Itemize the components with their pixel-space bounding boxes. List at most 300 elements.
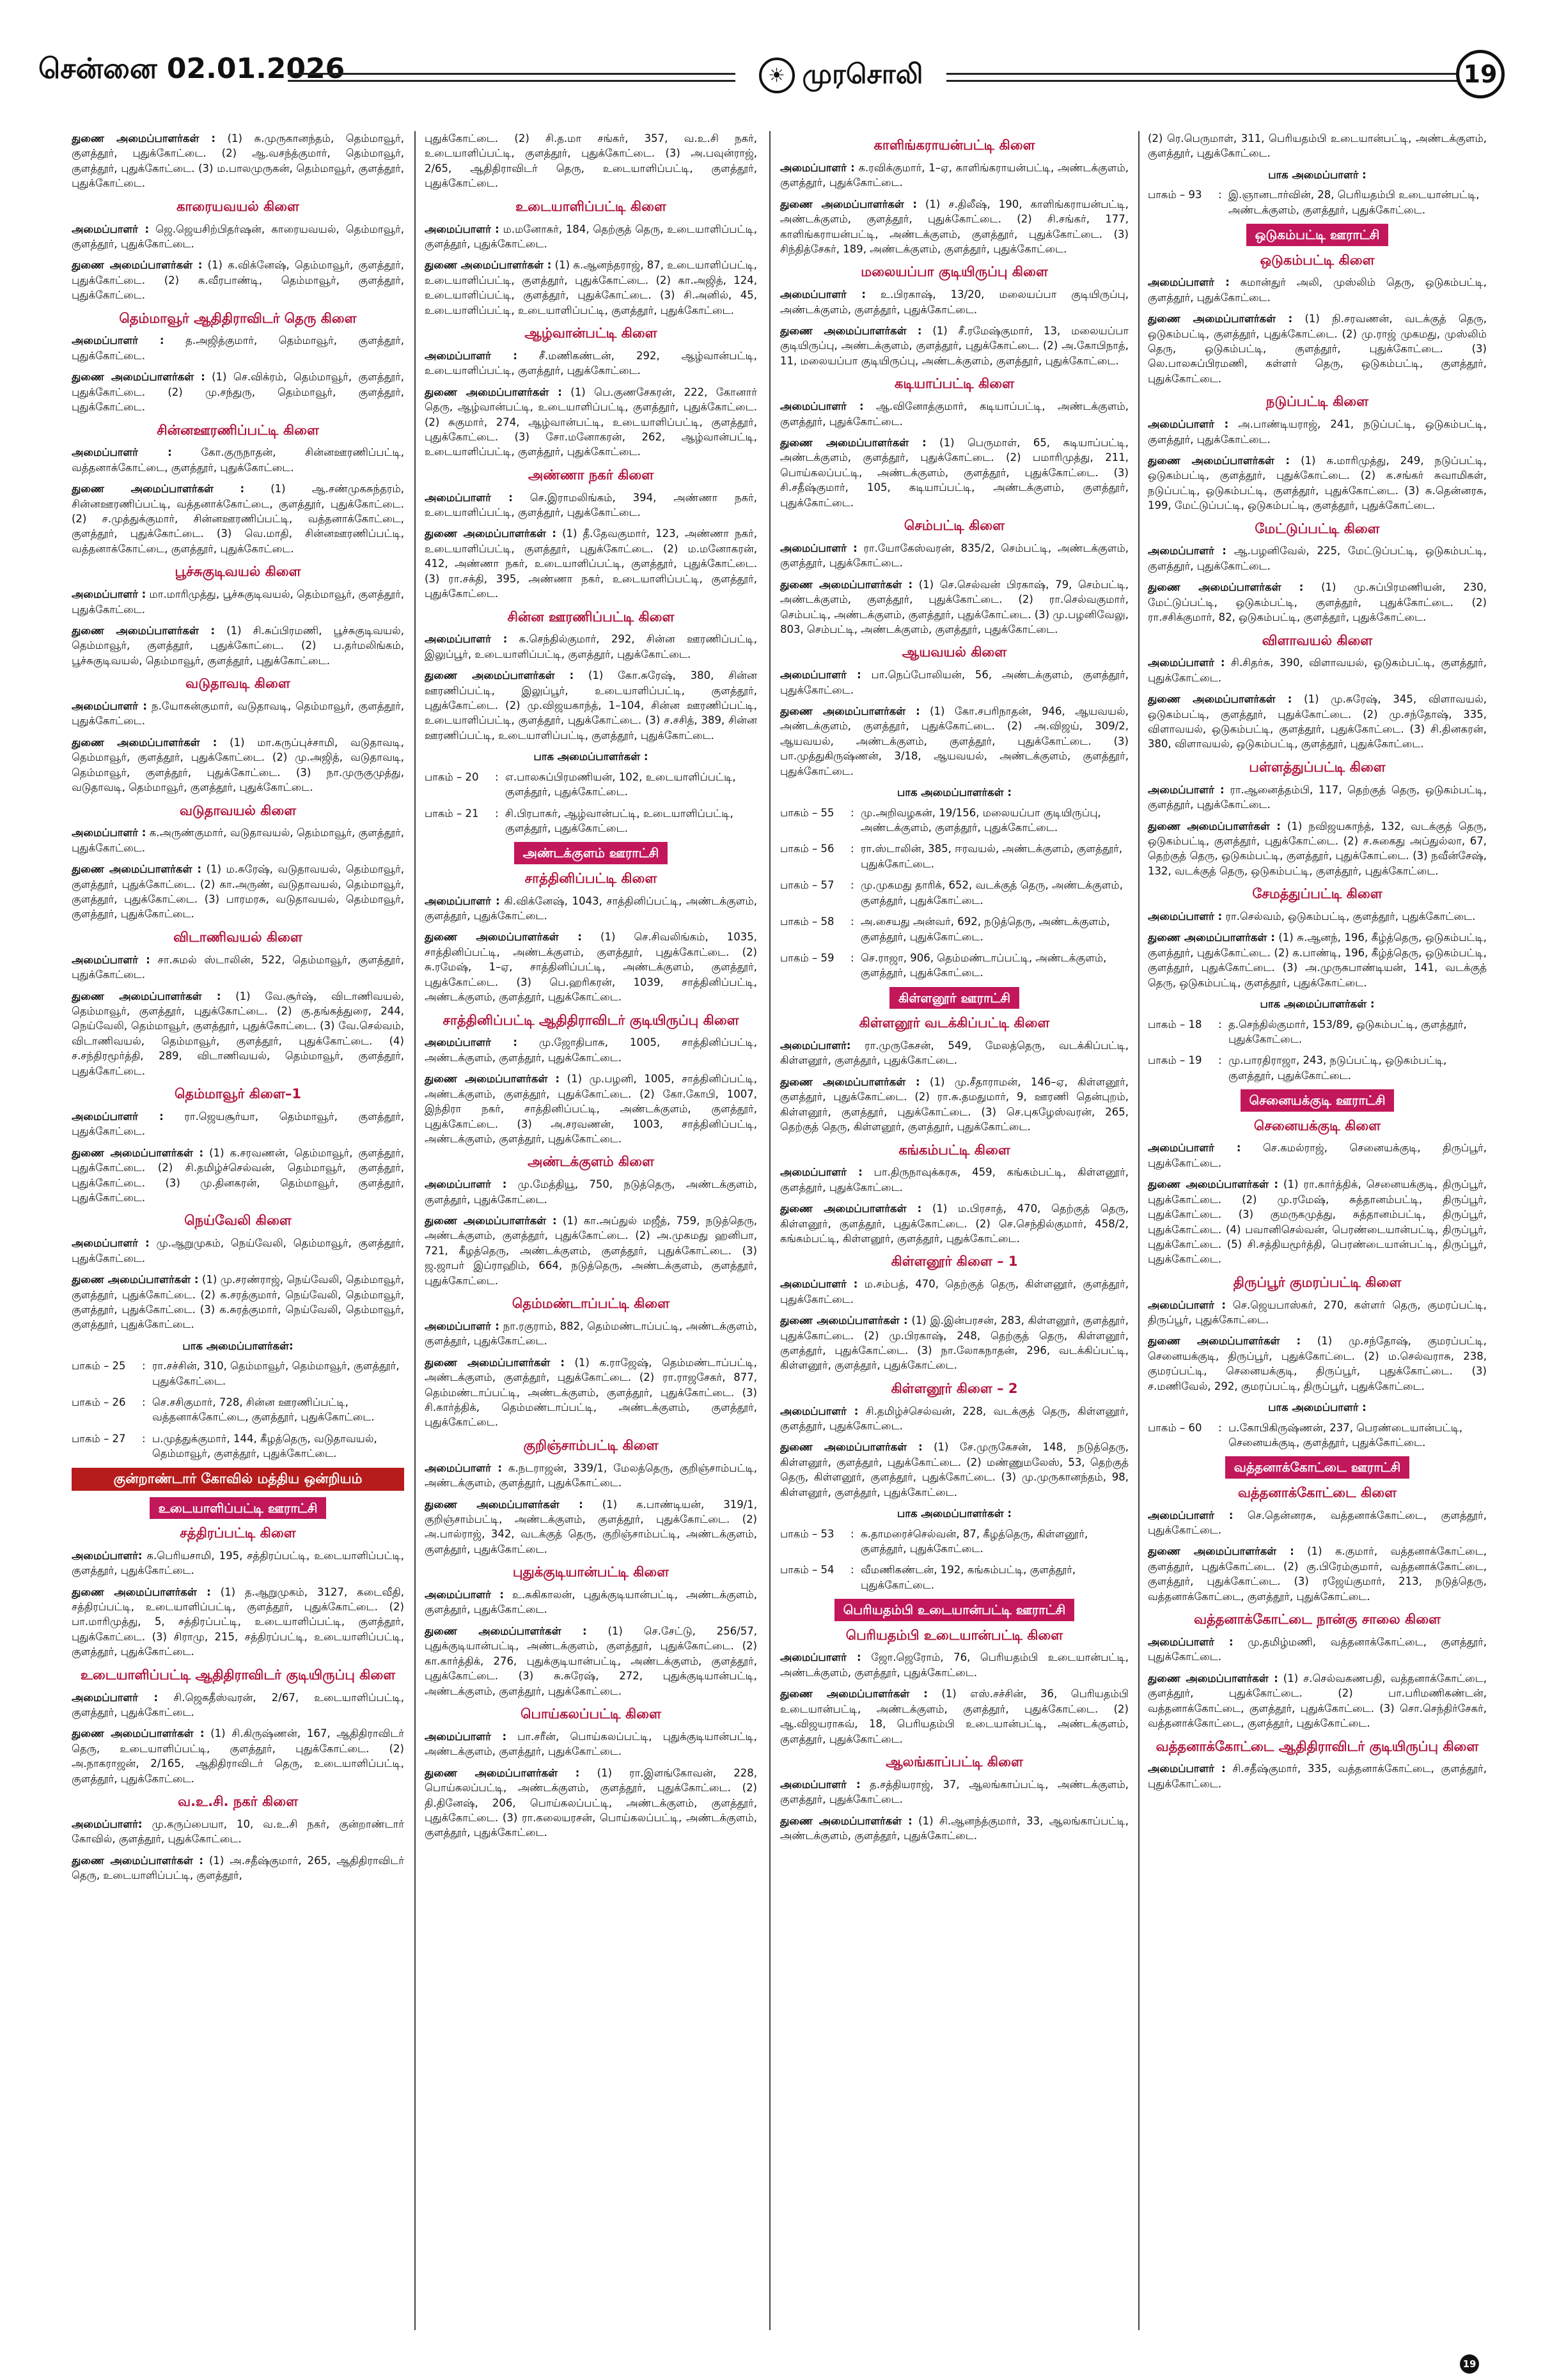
member-details: (1) கா.அப்துல் மஜீத், 759, நடுத்தெரு, அண்டக்குளம், குளத்தூர், புதுக்கோட்டை. (2) அ.முகமது ஹனிபா, 721, கீழத்தெரு, அண்டக்குளம், குளத்தூர், புதுக்கோட்டை. (3) ஜ.ஜாபர் இப்ராஹிம், 664, நடுத்தெரு, அண்டக்குளம், குளத்தூர், புதுக்கோட்டை. [425, 1215, 757, 1287]
member-details: (1) சு.ஆனந், 196, கீழ்த்தெரு, ஒடுகம்பட்டி, குளத்தூர், புதுக்கோட்டை. (2) க.பாண்டி, 196, கீழ்த்தெரு, ஒடுகம்பட்டி, குளத்தூர், புதுக்கோட்டை. (3) அ.முருகபாண்டியன், 141, வடக்குத் தெரு, ஒடுகம்பட்டி, குளத்தூர், புதுக்கோட்டை. [1148, 931, 1487, 989]
member-entry [425, 1729, 757, 1759]
booth-entry [1148, 1420, 1487, 1451]
member-entry [1148, 1140, 1487, 1171]
member-details: (1) கோ.சபரிநாதன், 946, ஆயவயல், அண்டக்குளம், குளத்தூர், புதுக்கோட்டை. (2) அ.விஜய், 309/2, ஆயவயல், அண்டக்குளம், குளத்தூர், புதுக்கோட்டை. (3) பா.முத்துகிருஷ்ணன், 3/18, ஆயவயல், அண்டக்குளம், குளத்தூர், புதுக்கோட்டை. [780, 705, 1129, 777]
member-entry [72, 1146, 404, 1206]
role-label: அமைப்பாளர் : [72, 222, 150, 235]
member-details: (1) க.மாரிமுத்து, 249, நடுப்பட்டி, ஒடுகம்பட்டி, குளத்தூர், புதுக்கோட்டை. (2) க.சங்கர் சுவாமிகள், நடுப்பட்டி, ஒடுகம்பட்டி, குளத்தூர், புதுக்கோட்டை. (3) சு.தென்னரசு, 199, மேட்டுப்பட்டி, ஒடுகம்பட்டி, குளத்தூர், புதுக்கோட்டை. [1148, 454, 1487, 512]
member-details: உ.சுகிகாலன், புதுக்குடியான்பட்டி, அண்டக்குளம், குளத்தூர், புதுக்கோட்டை. [425, 1589, 757, 1616]
role-label: துணை அமைப்பாளர்கள் : [1148, 1545, 1294, 1558]
role-label: துணை அமைப்பாளர்கள் : [425, 669, 574, 682]
member-details: பா.நெப்போலியன், 56, அண்டக்குளம், குளத்தூர், புதுக்கோட்டை. [780, 669, 1129, 696]
footer-page-number: 19 [1460, 2354, 1479, 2374]
member-entry [780, 1650, 1129, 1680]
member-details: புதுக்கோட்டை. (2) சி.த.மா சங்கர், 357, வ.உ.சி நகர், உடையாளிப்பட்டி, குளத்தூர், புதுக்கோட்டை. (3) அ.பவுன்ராஜ், 2/65, ஆதிதிராவிடர் தெரு, உடையாளிப்பட்டி, குளத்தூர், புதுக்கோட்டை. [425, 132, 757, 190]
union-banner: குன்றாண்டார் கோவில் மத்திய ஒன்றியம் [72, 1468, 404, 1491]
booth-entry [780, 951, 1129, 981]
branch-heading: பூச்சுகுடிவயல் கிளை [175, 564, 301, 580]
panchayat-banner: ஒடுகம்பட்டி ஊராட்சி [1246, 224, 1389, 245]
role-label: அமைப்பாளர் : [425, 1730, 507, 1743]
booth-separator: : [142, 1396, 146, 1409]
booth-person: மு.முகமது தாரிக், 652, வடக்குத் தெரு, அண்டக்குளம், குளத்தூர், புதுக்கோட்டை. [861, 879, 1123, 906]
role-label: துணை அமைப்பாளர்கள் : [72, 371, 205, 384]
booth-section-heading: பாக அமைப்பாளர்கள்: [182, 1339, 294, 1352]
branch-heading: கிள்ளனூர் கிளை – 2 [891, 1380, 1018, 1396]
member-entry [1148, 782, 1487, 813]
member-entry [1148, 1508, 1487, 1538]
role-label: துணை அமைப்பாளர்கள் : [1148, 454, 1290, 467]
member-details: (1) சு.முருகானந்தம், தெம்மாவூர், குளத்தூர், புதுக்கோட்டை. (2) ஆ.வசந்த்குமார், தெம்மாவூர், குளத்தூர், புதுக்கோட்டை. (3) ம.பாலமுருகன், தெம்மாவூர், குளத்தூர், புதுக்கோட்டை. [72, 132, 404, 190]
branch-heading: வத்தனாக்கோட்டை கிளை [1237, 1484, 1397, 1500]
member-details: க.செந்தில்குமார், 292, சின்ன ஊரணிப்பட்டி, இலுப்பூர், உடையாளிப்பட்டி, குளத்தூர், புதுக்கோட்டை. [425, 633, 757, 660]
member-details: ரா.முருகேசன், 549, மேலத்தெரு, வடக்கிப்பட்டி, கிள்ளனூர், குளத்தூர், புதுக்கோட்டை. [780, 1039, 1129, 1067]
branch-heading: வத்தனாக்கோட்டை நான்கு சாலை கிளை [1193, 1612, 1441, 1628]
member-details: பா.திருநாவுக்கரசு, 459, கங்கம்பட்டி, கிள்ளனூர், குளத்தூர், புதுக்கோட்டை. [780, 1166, 1129, 1194]
role-label: துணை அமைப்பாளர்கள் : [1148, 931, 1275, 944]
branch-heading: காளிங்கராயன்பட்டி கிளை [873, 137, 1035, 153]
branch-heading: நடுப்பட்டி கிளை [1265, 394, 1369, 410]
branch-heading: திருப்பூர் குமரப்பட்டி கிளை [1233, 1274, 1402, 1290]
member-entry [72, 1817, 404, 1847]
member-entry [425, 1035, 757, 1065]
role-label: துணை அமைப்பாளர்கள் : [425, 1498, 583, 1511]
branch-heading: ஆலங்காப்பட்டி கிளை [886, 1754, 1023, 1769]
booth-person: செ.ராஜா, 906, தெம்மண்டாப்பட்டி, அண்டக்குளம், குளத்தூர், புதுக்கோட்டை. [861, 951, 1107, 979]
member-details: க.பெரியசாமி, 195, சத்திரப்பட்டி, உடையாளிப்பட்டி, குளத்தூர், புதுக்கோட்டை. [72, 1549, 404, 1577]
member-details: க.ரவிக்குமார், 1–ஏ, காளிங்கராயன்பட்டி, அண்டக்குளம், குளத்தூர், புதுக்கோட்டை. [780, 161, 1129, 189]
role-label: அமைப்பாளர் : [72, 1237, 150, 1250]
role-label: துணை அமைப்பாளர்கள் : [72, 1273, 199, 1286]
member-entry [1148, 909, 1487, 924]
member-entry [780, 160, 1129, 191]
panchayat-banner: அண்டக்குளம் ஊராட்சி [514, 842, 668, 864]
member-entry [425, 348, 757, 378]
member-details: (1) ரா.கார்த்திக், செனையக்குடி, திருப்பூர், புதுக்கோட்டை. (2) மு.ரமேஷ், சுத்தானம்பட்டி, திருப்பூர், புதுக்கோட்டை. (3) குமருகமுத்து, சுத்தானம்பட்டி, திருப்பூர், புதுக்கோட்டை. (4) பவானிசெல்வன், பெரண்டையான்பட்டி, திருப்பூர், புதுக்கோட்டை. (5) சி.சத்தியமூர்த்தி, பெரண்டையான்பட்டி, திருப்பூர், புதுக்கோட்டை. [1148, 1178, 1487, 1266]
member-details: (1) எஸ்.சச்சின், 36, பெரியதம்பி உடையான்பட்டி, அண்டக்குளம், குளத்தூர், புதுக்கோட்டை. (2) ஆ.விஜயராகவ், 18, பெரியதம்பி உடையான்பட்டி, அண்டக்குளம், குளத்தூர், புதுக்கோட்டை. [780, 1688, 1129, 1745]
member-details: (1) க.குமார், வத்தனாக்கோட்டை, குளத்தூர், புதுக்கோட்டை. (2) கு.பிரேம்குமார், வத்தனாக்கோட்டை, குளத்தூர், புதுக்கோட்டை. (3) ரஜேய்குமார், 213, நடுத்தெரு, வத்தனாக்கோட்டை, குளத்தூர், புதுக்கோட்டை. [1148, 1545, 1487, 1603]
member-entry [780, 399, 1129, 429]
role-label: துணை அமைப்பாளர்கள் : [780, 1441, 923, 1454]
booth-number: பாகம் – 58 [780, 915, 834, 928]
panchayat-banner: வத்தனாக்கோட்டை ஊராட்சி [1225, 1456, 1410, 1478]
member-details: சீ.மணிகண்டன், 292, ஆழ்வான்பட்டி, உடையாளிப்பட்டி, குளத்தூர், புதுக்கோட்டை. [425, 349, 757, 377]
member-entry [1148, 1671, 1487, 1731]
role-label: துணை அமைப்பாளர்கள் : [72, 132, 216, 144]
member-entry [72, 1853, 404, 1883]
role-label: துணை அமைப்பாளர்கள் : [780, 1688, 928, 1700]
member-entry [72, 369, 404, 414]
member-details: செ.இராமலிங்கம், 394, அண்ணா நகர், உடையாளிப்பட்டி, குளத்தூர், புதுக்கோட்டை. [425, 491, 757, 519]
member-details: (1) சே.முருகேசன், 148, நடுத்தெரு, கிள்ளனூர், குளத்தூர், புதுக்கோட்டை. (2) மண்ணுமலேஸ், 53, தெற்குத் தெரு, கிள்ளனூர், குளத்தூர், புதுக்கோட்டை. (3) மு.முருகானந்தம், 98, கிள்ளனூர், குளத்தூர், புதுக்கோட்டை. [780, 1441, 1129, 1498]
branch-heading: அண்ணா நகர் கிளை [528, 467, 654, 483]
role-label: துணை அமைப்பாளர்கள் : [780, 1075, 920, 1088]
role-label: துணை அமைப்பாளர்கள் : [425, 1356, 565, 1369]
member-entry [780, 1201, 1129, 1246]
role-label: துணை அமைப்பாளர்கள் : [425, 1624, 587, 1637]
booth-person: ரா.ஸ்டாலின், 385, ஈரவயல், அண்டக்குளம், குளத்தூர், புதுக்கோட்டை. [861, 843, 1123, 870]
booth-number: பாகம் – 53 [780, 1527, 834, 1540]
member-details: த.சத்தியராஜ், 37, ஆலங்காப்பட்டி, அண்டக்குளம், குளத்தூர், புதுக்கோட்டை. [780, 1778, 1129, 1806]
role-label: அமைப்பாளர் : [780, 400, 864, 413]
booth-person: சு.தாமரைச்செல்வன், 87, கீழத்தெரு, கிள்ளனூர், குளத்தூர், புதுக்கோட்டை. [861, 1527, 1088, 1555]
role-label: அமைப்பாளர் : [72, 334, 164, 347]
branch-heading: தெம்மாவூர் ஆதிதிராவிடர் தெரு கிளை [119, 310, 357, 326]
member-entry [72, 623, 404, 668]
booth-number: பாகம் – 93 [1148, 189, 1202, 201]
member-details: (1) அ.சதீஷ்குமார், 265, ஆதிதிராவிடர் தெரு, உடையாளிப்பட்டி, குளத்தூர், [72, 1854, 404, 1882]
member-details: செ.ஜெயபாஸ்கர், 270, கள்ளர் தெரு, குமரப்பட்டி, திருப்பூர், புதுக்கோட்டை. [1148, 1298, 1487, 1326]
member-entry [72, 1726, 404, 1786]
member-details: செ.தென்னரசு, வத்தனாக்கோட்டை, குளத்தூர், புதுக்கோட்டை. [1148, 1509, 1487, 1537]
member-details: ஜெ.ஜெயசிற்பிதர்ஷன், காரையவயல், தெம்மாவூர், குளத்தூர், புதுக்கோட்டை. [72, 222, 404, 250]
booth-person: சி.பிரபாகர், ஆழ்வான்பட்டி, உடையாளிப்பட்டி, குளத்தூர், புதுக்கோட்டை. [505, 807, 733, 835]
booth-number: பாகம் – 60 [1148, 1421, 1202, 1434]
booth-person: மு.அறிவழகன், 19/156, மலையப்பா குடியிருப்பு, அண்டக்குளம், குளத்தூர், புதுக்கோட்டை. [861, 806, 1101, 834]
booth-number: பாகம் – 54 [780, 1564, 834, 1576]
booth-number: பாகம் – 25 [72, 1360, 126, 1373]
member-details: (1) க.ராஜேஷ், தெம்மண்டாப்பட்டி, அண்டக்குளம், குளத்தூர், புதுக்கோட்டை. (2) ரா.ராஜசேகர், 877, தெம்மண்டாப்பட்டி, அண்டக்குளம், குளத்தூர், புதுக்கோட்டை. (3) சி.கார்த்திக், தெம்மண்டாப்பட்டி, அண்டக்குளம், குளத்தூர், புதுக்கோட்டை. [425, 1356, 757, 1429]
branch-heading: மலையப்பா குடியிருப்பு கிளை [861, 264, 1048, 280]
booth-section-heading: பாக அமைப்பாளர்கள் : [897, 1507, 1012, 1520]
member-details: (1) க.சரவணன், தெம்மாவூர், குளத்தூர், புதுக்கோட்டை. (2) சி.தமிழ்ச்செல்வன், தெம்மாவூர், குளத்தூர், புதுக்கோட்டை. (3) மு.தினகரன், தெம்மாவூர், குளத்தூர், புதுக்கோட்டை. [72, 1146, 404, 1204]
role-label: அமைப்பாளர் : [425, 894, 500, 907]
branch-heading: சாத்தினிப்பட்டி கிளை [524, 870, 657, 886]
member-entry [1148, 131, 1487, 161]
role-label: அமைப்பாளர் : [72, 588, 146, 601]
member-entry [425, 1319, 757, 1349]
booth-number: பாகம் – 56 [780, 843, 834, 855]
booth-number: பாகம் – 19 [1148, 1054, 1202, 1067]
member-entry [1148, 580, 1487, 625]
member-entry [72, 735, 404, 795]
role-label: துணை அமைப்பாளர்கள் : [72, 1146, 204, 1159]
member-entry [1148, 311, 1487, 386]
branch-heading: பள்ளத்துப்பட்டி கிளை [1249, 759, 1386, 775]
booth-number: பாகம் – 55 [780, 806, 834, 819]
member-entry [780, 1404, 1129, 1434]
member-entry [72, 1548, 404, 1578]
branch-heading: வடுதாவடி கிளை [185, 676, 290, 692]
role-label: அமைப்பாளர் : [72, 446, 172, 459]
member-details: (1) மு.சரண்ராஜ், நெய்வேலி, தெம்மாவூர், குளத்தூர், புதுக்கோட்டை. (2) க.சரத்குமார், நெய்வேலி, தெம்மாவூர், குளத்தூர், புதுக்கோட்டை. (3) க.சுரத்குமார், நெய்வேலி, தெம்மாவூர், குளத்தூர், புதுக்கோட்டை. [72, 1273, 404, 1331]
member-entry [72, 481, 404, 556]
branch-heading: பொய்கலப்பட்டி கிளை [521, 1706, 661, 1722]
column-1 [72, 131, 404, 2330]
role-label: துணை அமைப்பாளர்கள் : [72, 624, 215, 637]
role-label: அமைப்பாளர் : [1148, 276, 1230, 289]
booth-entry [1148, 187, 1487, 217]
member-entry [425, 222, 757, 252]
column-divider [1138, 131, 1140, 2330]
member-entry [425, 526, 757, 601]
member-entry [72, 699, 404, 729]
booth-number: பாகம் – 20 [425, 770, 479, 783]
member-details: கமான்துர் அலி, முஸ்லிம் தெரு, ஒடுகம்பட்டி, குளத்தூர், புதுக்கோட்டை. [1148, 276, 1487, 304]
booth-entry [780, 1527, 1129, 1557]
role-label: துணை அமைப்பாளர்கள் : [72, 1854, 203, 1867]
member-details: சா.சுமல் ஸ்டாலின், 522, தெம்மாவூர், குளத்தூர், புதுக்கோட்டை. [72, 953, 404, 981]
member-details: சி.சதீஷ்குமார், 335, வத்தனாக்கோட்டை, குளத்தூர், புதுக்கோட்டை. [1148, 1762, 1487, 1790]
role-label: துணை அமைப்பாளர்கள் : [72, 1585, 211, 1598]
panchayat-banner: கிள்ளனூர் ஊராட்சி [889, 987, 1019, 1009]
member-details: (1) ம.பிரசாத், 470, தெற்குத் தெரு, கிள்ளனூர், குளத்தூர், புதுக்கோட்டை. (2) செ.செந்தில்குமார், 458/2, கங்கம்பட்டி, கிள்ளனூர், குளத்தூர், புதுக்கோட்டை. [780, 1202, 1129, 1245]
member-details: பா.சரீன், பொய்கலப்பட்டி, புதுக்குடியான்பட்டி, அண்டக்குளம், குளத்தூர், புதுக்கோட்டை. [425, 1730, 757, 1758]
member-entry [72, 1585, 404, 1660]
booth-entry [780, 841, 1129, 871]
role-label: துணை அமைப்பாளர்கள் : [780, 325, 922, 337]
member-entry [425, 894, 757, 924]
branch-heading: புதுக்குடியான்பட்டி கிளை [512, 1564, 670, 1580]
branch-heading: தெம்மண்டாப்பட்டி கிளை [512, 1296, 670, 1312]
member-entry [425, 1071, 757, 1146]
member-entry [1148, 1761, 1487, 1791]
booth-number: பாகம் – 57 [780, 879, 834, 892]
member-details: (1) ஆ.சண்முகசுந்தரம், சின்னஊரணிப்பட்டி, வத்தனாக்கோட்டை, குளத்தூர், புதுக்கோட்டை. (2) ச.முத்துக்குமார், சின்னஊரணிப்பட்டி, வத்தனாக்கோட்டை, குளத்தூர், புதுக்கோட்டை. (3) வெ.மாதி, சின்னஊரணிப்பட்டி, வத்தனாக்கோட்டை, குளத்தூர், புதுக்கோட்டை. [72, 483, 404, 555]
member-details: (1) இ.இன்பரசன், 283, கிள்ளனூர், குளத்தூர், புதுக்கோட்டை. (2) மு.பிரகாஷ், 248, தெற்குத் தெரு, கிள்ளனூர், குளத்தூர், புதுக்கோட்டை. (3) நா.லோகநாதன், 296, வடக்கிப்பட்டி, கிள்ளனூர், குளத்தூர், புதுக்கோட்டை. [780, 1314, 1129, 1372]
member-entry [72, 825, 404, 855]
member-details: கி.விக்னேஷ், 1043, சாத்தினிப்பட்டி, அண்டக்குளம், குளத்தூர், புதுக்கோட்டை. [425, 894, 757, 922]
role-label: அமைப்பாளர் : [780, 669, 861, 681]
branch-heading: ஆயவயல் கிளை [902, 644, 1007, 660]
booth-section-heading: பாக அமைப்பாளர் : [1268, 168, 1367, 181]
booth-entry [425, 770, 757, 800]
booth-number: பாகம் – 21 [425, 807, 479, 820]
booth-person: செ.சசிகுமார், 728, சின்ன ஊரணிப்பட்டி, வத்தனாக்கோட்டை, குளத்தூர், புதுக்கோட்டை. [152, 1396, 375, 1424]
member-entry [780, 323, 1129, 368]
branch-heading: மேட்டுப்பட்டி கிளை [1255, 520, 1380, 536]
column-2 [425, 131, 757, 2330]
member-details: ம.சம்பத், 470, தெற்குத் தெரு, கிள்ளனூர், குளத்தூர், புதுக்கோட்டை. [780, 1278, 1129, 1305]
member-details: (1) மு.சந்தோஷ், குமரப்பட்டி, செனையக்குடி, திருப்பூர், புதுக்கோட்டை. (2) ம.செல்வராசு, 238, குமரப்பட்டி, செனையக்குடி, திருப்பூர், புதுக்கோட்டை. (3) ச.மணிவேல், 292, குமரப்பட்டி, திருப்பூர், புதுக்கோட்டை. [1148, 1335, 1487, 1392]
booth-separator: : [1218, 1018, 1222, 1031]
member-entry [1148, 819, 1487, 879]
member-entry [1148, 1635, 1487, 1665]
role-label: அமைப்பாளர்: [780, 1039, 851, 1052]
role-label: அமைப்பாளர் : [1148, 418, 1229, 431]
member-details: (1) க.பாண்டியன், 319/1, குறிஞ்சாம்பட்டி, அண்டக்குளம், குளத்தூர், புதுக்கோட்டை. (2) அ.பால்ராஜ், 342, வடக்குத் தெரு, குறிஞ்சாம்பட்டி, அண்டக்குளம், குளத்தூர், புதுக்கோட்டை. [425, 1498, 757, 1555]
booth-person: எ.பாலசுப்பிரமணியன், 102, உடையாளிப்பட்டி, குளத்தூர், புதுக்கோட்டை. [505, 770, 736, 798]
member-details: சி.தமிழ்ச்செல்வன், 228, வடக்குத் தெரு, கிள்ளனூர், குளத்தூர், புதுக்கோட்டை. [780, 1404, 1129, 1433]
booth-entry [780, 805, 1129, 836]
booth-person: அ.சையது அன்வர், 692, நடுத்தெரு, அண்டக்குளம், குளத்தூர், புதுக்கோட்டை. [861, 915, 1110, 943]
role-label: துணை அமைப்பாளர்கள் : [72, 483, 245, 495]
member-details: (1) ச.செல்வகணபதி, வத்தனாக்கோட்டை, குளத்தூர், புதுக்கோட்டை. (2) பா.பரிமணிகண்டன், வத்தனாக்கோட்டை, குளத்தூர், புதுக்கோட்டை. (3) சொ.செந்திர்சேகர், வத்தனாக்கோட்டை, குளத்தூர், புதுக்கோட்டை. [1148, 1672, 1487, 1730]
member-details: ரா.ஆனைத்தம்பி, 117, தெற்குத் தெரு, ஒடுகம்பட்டி, குளத்தூர், புதுக்கோட்டை. [1148, 783, 1487, 811]
member-entry [72, 862, 404, 922]
role-label: துணை அமைப்பாளர்கள் : [780, 1314, 908, 1327]
role-label: துணை அமைப்பாளர்கள் : [72, 259, 203, 272]
column-divider [769, 131, 771, 2330]
member-entry [780, 667, 1129, 697]
booth-person: இ.ஞானடார்வின், 28, பெரியதம்பி உடையான்பட்டி, அண்டக்குளம், குளத்தூர், புதுக்கோட்டை. [1228, 189, 1480, 216]
branch-heading: குறிஞ்சாம்பட்டி கிளை [523, 1437, 659, 1453]
member-details: க.நடராஜன், 339/1, மேலத்தெரு, குறிஞ்சாம்பட்டி, அண்டக்குளம், குளத்தூர், புதுக்கோட்டை. [425, 1461, 757, 1489]
branch-heading: நெய்வேலி கிளை [184, 1213, 292, 1229]
booth-separator: : [142, 1432, 146, 1445]
member-entry [72, 333, 404, 363]
member-details: மு.கருப்பையா, 10, வ.உ.சி நகர், குன்றாண்டார் கோவில், குளத்தூர், புதுக்கோட்டை. [72, 1817, 404, 1846]
role-label: துணை அமைப்பாளர்கள் : [780, 198, 917, 210]
panchayat-banner: உடையாளிப்பட்டி ஊராட்சி [150, 1497, 327, 1519]
member-details: (1) த.ஆறுமுகம், 3127, கடைவீதி, சத்திரப்பட்டி, உடையாளிப்பட்டி, குளத்தூர், புதுக்கோட்டை. (2) பா.மாரிமுத்து, 5, சத்திரப்பட்டி, உடையாளிப்பட்டி, குளத்தூர், புதுக்கோட்டை. (3) சிராமு, 215, சத்திரப்பட்டி, உடையாளிப்பட்டி, குளத்தூர், புதுக்கோட்டை. [72, 1585, 404, 1658]
branch-heading: கிள்ளனூர் வடக்கிப்பட்டி கிளை [859, 1015, 1050, 1031]
member-entry [425, 1587, 757, 1617]
member-entry [425, 1766, 757, 1840]
dateline: சென்னை 02.01.2026 [38, 52, 345, 85]
booth-entry [780, 878, 1129, 908]
booth-separator: : [850, 806, 854, 819]
role-label: துணை அமைப்பாளர்கள் : [425, 527, 557, 540]
member-entry [780, 1440, 1129, 1500]
booth-entry [1148, 1017, 1487, 1047]
role-label: துணை அமைப்பாளர்கள் : [425, 259, 552, 272]
member-details: மு.ஜோதிபாசு, 1005, சாத்தினிப்பட்டி, அண்டக்குளம், குளத்தூர், புதுக்கோட்டை. [425, 1036, 757, 1064]
member-entry [72, 1236, 404, 1266]
role-label: துணை அமைப்பாளர்கள் : [1148, 581, 1304, 594]
member-entry [425, 1177, 757, 1207]
role-label: துணை அமைப்பாளர்கள் : [1148, 693, 1292, 706]
booth-separator: : [1218, 189, 1222, 201]
member-details: (1) ரா.இளங்கோவன், 228, பொய்கலப்பட்டி, அண்டக்குளம், குளத்தூர், புதுக்கோட்டை. (2) தி.தினேஷ், 206, பொய்கலப்பட்டி, அண்டக்குளம், குளத்தூர், புதுக்கோட்டை. (3) ரா.கலையரசன், பொய்கலப்பட்டி, அண்டக்குளம், குளத்தூர், புதுக்கோட்டை. [425, 1766, 757, 1839]
role-label: துணை அமைப்பாளர்கள் : [72, 863, 202, 876]
branch-heading: உடையாளிப்பட்டி ஆதிதிராவிடர் குடியிருப்பு கிளை [80, 1667, 396, 1683]
column-3 [780, 131, 1129, 2330]
member-details: (1) மா.கருப்புச்சாமி, வடுதாவடி, தெம்மாவூர், குளத்தூர், புதுக்கோட்டை. (2) மு.அஜித், வடுதாவடி, தெம்மாவூர், குளத்தூர், புதுக்கோட்டை. (3) நா.முருகுமுத்து, வடுதாவடி, தெம்மாவூர், குளத்தூர், புதுக்கோட்டை. [72, 736, 404, 794]
member-entry [1148, 275, 1487, 305]
role-label: துணை அமைப்பாளர்கள் : [780, 436, 927, 449]
role-label: அமைப்பாளர் : [425, 222, 499, 235]
member-entry [425, 632, 757, 662]
role-label: துணை அமைப்பாளர்கள் : [1148, 1335, 1301, 1348]
role-label: துணை அமைப்பாளர்கள் : [1148, 313, 1293, 325]
member-details: ஜோ.ஜெரோம், 76, பெரியதம்பி உடையான்பட்டி, அண்டக்குளம், குளத்தூர், புதுக்கோட்டை. [780, 1651, 1129, 1679]
booth-entry [72, 1395, 404, 1425]
member-entry [780, 1038, 1129, 1068]
member-details: ந.யோகன்குமார், வடுதாவடி, தெம்மாவூர், குளத்தூர், புதுக்கோட்டை. [72, 700, 404, 727]
role-label: அமைப்பாளர் : [425, 1319, 499, 1332]
role-label: அமைப்பாளர் : [780, 161, 855, 174]
member-details: (1) கோ.சுரேஷ், 380, சின்ன ஊரணிப்பட்டி, இலுப்பூர், உடையாளிப்பட்டி, குளத்தூர், புதுக்கோட்டை. (2) மு.விஜயகாந்த், 1–104, சின்ன ஊரணிப்பட்டி, உடையாளிப்பட்டி, குளத்தூர், புதுக்கோட்டை. (3) ச.சசித், 389, சின்ன ஊரணிப்பட்டி, உடையாளிப்பட்டி, குளத்தூர், புதுக்கோட்டை. [425, 669, 757, 742]
booth-number: பாகம் – 59 [780, 951, 834, 964]
role-label: அமைப்பாளர் : [1148, 1142, 1241, 1155]
branch-heading: சின்னஊரணிப்பட்டி கிளை [157, 422, 319, 438]
member-entry [425, 385, 757, 460]
role-label: அமைப்பாளர் : [72, 1110, 164, 1123]
member-entry [780, 1165, 1129, 1195]
role-label: துணை அமைப்பாளர்கள் : [425, 1766, 580, 1779]
member-entry [1148, 655, 1487, 685]
role-label: அமைப்பாளர் : [425, 633, 508, 646]
role-label: அமைப்பாளர் : [1148, 1762, 1226, 1775]
member-details: சி.ஜெகதீஸ்வரன், 2/67, உடையாளிப்பட்டி, குளத்தூர், புதுக்கோட்டை. [72, 1691, 404, 1718]
member-entry [72, 222, 404, 252]
branch-heading: பெரியதம்பி உடையான்பட்டி கிளை [845, 1627, 1063, 1643]
member-details: ரா.ஜெயசூர்யா, தெம்மாவூர், குளத்தூர், புதுக்கோட்டை. [72, 1110, 404, 1138]
role-label: துணை அமைப்பாளர்கள் : [425, 385, 562, 398]
role-label: துணை அமைப்பாளர்கள் : [1148, 820, 1281, 832]
member-entry [780, 1777, 1129, 1807]
member-entry [1148, 930, 1487, 990]
role-label: அமைப்பாளர் : [780, 1651, 861, 1664]
booth-separator: : [850, 843, 854, 855]
member-details: ஆ.வினோத்குமார், கடியாப்பட்டி, அண்டக்குளம், குளத்தூர், புதுக்கோட்டை. [780, 400, 1129, 428]
branch-heading: அண்டக்குளம் கிளை [528, 1154, 654, 1170]
member-details: மா.மாரிமுத்து, பூச்சுகுடிவயல், தெம்மாவூர், குளத்தூர், புதுக்கோட்டை. [72, 588, 404, 616]
role-label: அமைப்பாளர் : [425, 1461, 502, 1474]
member-entry [780, 1686, 1129, 1746]
member-entry [1148, 1177, 1487, 1267]
branch-heading: உடையாளிப்பட்டி கிளை [515, 198, 666, 214]
member-details: (1) சீ.ரமேஷ்குமார், 13, மலையப்பா குடியிருப்பு, அண்டக்குளம், குளத்தூர், புதுக்கோட்டை. (2) அ.கோபிநாத், 11, மலையப்பா குடியிருப்பு, அண்டக்குளம், குளத்தூர், புதுக்கோட்டை. [780, 325, 1129, 367]
branch-heading: ஆழ்வான்பட்டி கிளை [524, 325, 657, 341]
member-details: (1) க.ஆனந்தராஜ், 87, உடையாளிப்பட்டி, உடையாளிப்பட்டி, குளத்தூர், புதுக்கோட்டை. (2) கா.அஜித், 124, உடையாளிப்பட்டி, குளத்தூர், புதுக்கோட்டை. (3) சி.அனில், 45, உடையாளிப்பட்டி, உடையாளிப்பட்டி, குளத்தூர், புதுக்கோட்டை. [425, 259, 757, 316]
member-entry [72, 989, 404, 1079]
role-label: துணை அமைப்பாளர்கள் : [425, 1073, 560, 1085]
member-details: மு.ஆறுமுகம், நெய்வேலி, தெம்மாவூர், குளத்தூர், புதுக்கோட்டை. [72, 1237, 404, 1264]
role-label: துணை அமைப்பாளர்கள் : [425, 931, 582, 944]
member-details: (1) மு.சுப்பிரமணியன், 230, மேட்டுப்பட்டி, ஒடுகம்பட்டி, குளத்தூர், புதுக்கோட்டை. (2) ரா.சசிக்குமார், 82, ஒடுகம்பட்டி, குளத்தூர், புதுக்கோட்டை. [1148, 581, 1487, 624]
member-details: (1) சி.கிருஷ்ணன், 167, ஆதிதிராவிடர் தெரு, உடையாளிப்பட்டி, குளத்தூர், புதுக்கோட்டை. (2) அ.நாகராஜன், 2/165, ஆதிதிராவிடர் தெரு, உடையாளிப்பட்டி, குளத்தூர், புதுக்கோட்டை. [72, 1727, 404, 1785]
member-details: செ.கமல்ராஜ், செனையக்குடி, திருப்பூர், புதுக்கோட்டை. [1148, 1142, 1487, 1169]
booth-separator: : [850, 1564, 854, 1576]
booth-separator: : [495, 770, 499, 783]
panchayat-banner: செனையக்குடி ஊராட்சி [1241, 1089, 1395, 1111]
member-entry [780, 1277, 1129, 1307]
member-entry [425, 668, 757, 743]
booth-person: ப.கோபிகிருஷ்ணன், 237, பெரண்டையான்பட்டி, செனையக்குடி, குளத்தூர், புதுக்கோட்டை. [1228, 1421, 1463, 1449]
branch-heading: வ.உ.சி. நகர் கிளை [177, 1794, 299, 1810]
member-entry [780, 1313, 1129, 1373]
member-entry [780, 1075, 1129, 1135]
booth-entry [425, 806, 757, 836]
booth-separator: : [850, 915, 854, 928]
member-details: (1) செ.விக்ரம், தெம்மாவூர், குளத்தூர், புதுக்கோட்டை. (2) மு.சந்துரு, தெம்மாவூர், குளத்தூர், புதுக்கோட்டை. [72, 371, 404, 414]
member-details: (1) சி.ஆனந்த்குமார், 33, ஆலங்காப்பட்டி, அண்டக்குளம், குளத்தூர், புதுக்கோட்டை. [780, 1814, 1129, 1842]
role-label: அமைப்பாளர் : [72, 827, 146, 839]
role-label: அமைப்பாளர் : [1148, 1298, 1226, 1311]
role-label: அமைப்பாளர் : [780, 288, 866, 301]
member-entry [1148, 1544, 1487, 1604]
member-details: (1) செ.செல்வன் பிரகாஷ், 79, செம்பட்டி, அண்டக்குளம், குளத்தூர், புதுக்கோட்டை. (2) ரா.செல்வகுமார், செம்பட்டி, அண்டக்குளம், குளத்தூர், புதுக்கோட்டை. (3) மு.பழனிவேலு, 803, செம்பட்டி, அண்டக்குளம், குளத்தூர், புதுக்கோட்டை. [780, 578, 1129, 635]
booth-separator: : [850, 1527, 854, 1540]
booth-separator: : [1218, 1054, 1222, 1067]
member-entry [1148, 1298, 1487, 1328]
role-label: அமைப்பாளர்: [72, 1817, 143, 1830]
rising-sun-logo-icon: ☀ [759, 58, 795, 93]
member-entry [72, 587, 404, 617]
role-label: அமைப்பாளர் : [780, 1278, 858, 1291]
branch-heading: வடுதாவயல் கிளை [179, 802, 297, 818]
member-details: (1) செ.சேட்டு, 256/57, புதுக்குடியான்பட்டி, அண்டக்குளம், குளத்தூர், புதுக்கோட்டை. (2) கா.கார்த்திக், 276, புதுக்குடியான்பட்டி, அண்டக்குளம், குளத்தூர், புதுக்கோட்டை. (3) சு.சுரேஷ், 272, புதுக்குடியான்பட்டி, அண்டக்குளம், குளத்தூர், புதுக்கோட்டை. [425, 1624, 757, 1697]
member-entry [425, 131, 757, 191]
member-details: ஆ.பழனிவேல், 225, மேட்டுப்பட்டி, ஒடுகம்பட்டி, குளத்தூர், புதுக்கோட்டை. [1148, 545, 1487, 572]
branch-heading: காரையவயல் கிளை [176, 198, 299, 214]
role-label: துணை அமைப்பாளர்கள் : [1148, 1178, 1278, 1191]
branch-heading: செனையக்குடி கிளை [1253, 1117, 1381, 1133]
member-entry [425, 258, 757, 318]
member-entry [425, 490, 757, 520]
branch-heading: சத்திரப்பட்டி கிளை [180, 1525, 296, 1541]
branch-heading: ஒடுகம்பட்டி கிளை [1260, 252, 1375, 268]
branch-heading: சின்ன ஊரணிப்பட்டி கிளை [507, 609, 675, 625]
role-label: அமைப்பாளர் : [72, 1691, 159, 1704]
page-header [38, 50, 1505, 101]
header-rule-left [288, 73, 735, 82]
booth-separator: : [850, 879, 854, 892]
role-label: அமைப்பாளர் : [425, 1589, 505, 1601]
branch-heading: கடியாப்பட்டி கிளை [894, 376, 1015, 392]
member-details: (1) ச.திலீஷ், 190, காளிங்கராயன்பட்டி, அண்டக்குளம், குளத்தூர், புதுக்கோட்டை. (2) சி.சங்கர், 177, காளிங்கராயன்பட்டி, அண்டக்குளம், குளத்தூர், புதுக்கோட்டை. (3) சிந்தித்சேகர், 189, அண்டக்குளம், குளத்தூர், புதுக்கோட்டை. [780, 198, 1129, 255]
